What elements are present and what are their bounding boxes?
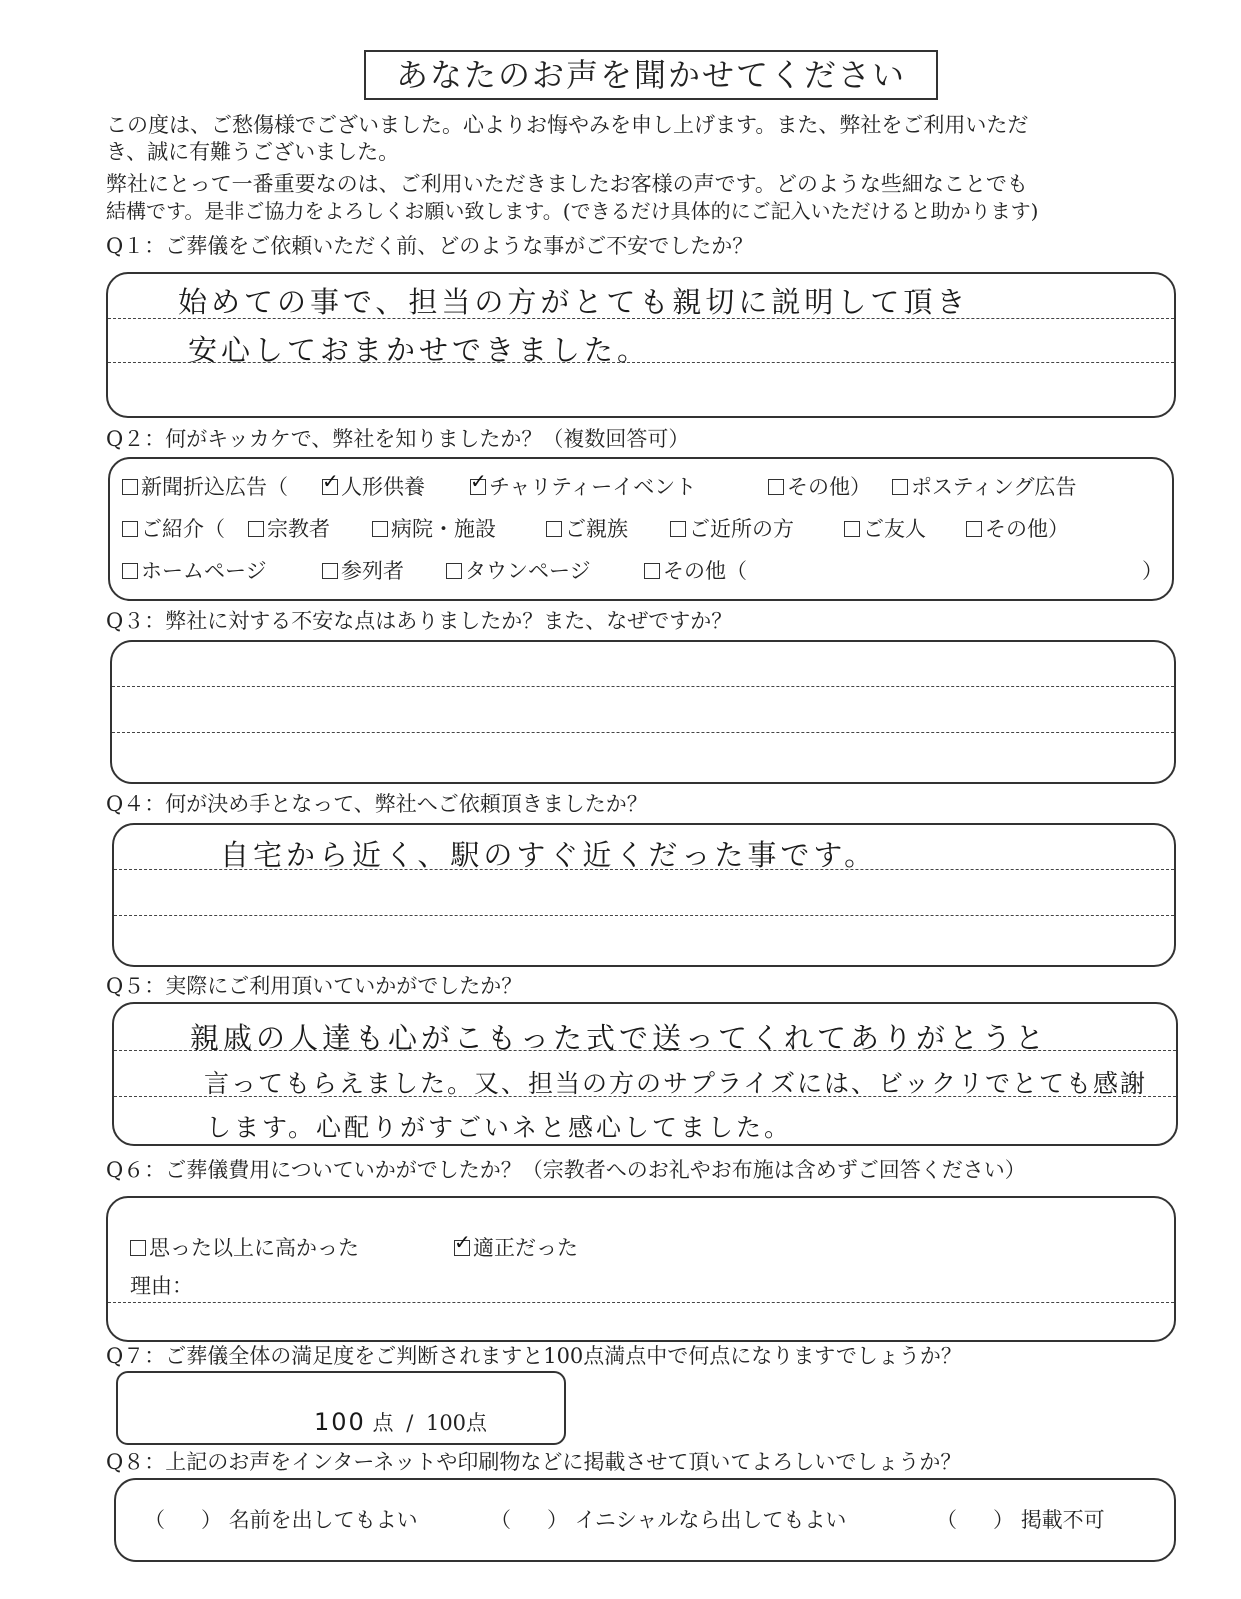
q3-answer-box[interactable] [110,640,1176,784]
checkbox-icon[interactable] [122,521,138,537]
q2-option-neighbors[interactable]: ご近所の方 [670,513,794,543]
q2-option-posting[interactable]: ポスティング広告 [892,471,1076,501]
q2-option-townpage[interactable]: タウンページ [446,555,591,585]
q2-option-religious[interactable]: 宗教者 [248,513,330,543]
checkbox-icon[interactable] [122,563,138,579]
checkbox-icon[interactable] [122,479,138,495]
checkbox-icon[interactable] [248,521,264,537]
q7-score-unit: 点 [372,1411,394,1435]
q2-option-referral[interactable]: ご紹介（ [122,513,225,543]
checkbox-icon[interactable] [446,563,462,579]
q5-answer-box[interactable] [112,1002,1178,1146]
q4-answer-box[interactable] [112,823,1176,967]
q7-question: Q７：ご葬儀全体の満足度をご判断されますと100点満点中で何点になりますでしょうか？ [106,1344,962,1368]
checkbox-icon[interactable] [670,521,686,537]
q1-answer-line-1: 始めての事で、担当の方がとても親切に説明して頂き [178,285,970,319]
q1-question: Q１：ご葬儀をご依頼いただく前、どのような事がご不安でしたか？ [106,234,754,258]
checkbox-checked-icon[interactable] [322,479,338,495]
checkbox-checked-icon[interactable] [470,479,486,495]
q2-option-relatives[interactable]: ご親族 [546,513,628,543]
intro-line-3: 弊社にとって一番重要なのは、ご利用いただきましたお客様の声です。どのような些細なことでも [106,172,1028,196]
q6-reason-label: 理由： [130,1274,193,1298]
intro-line-1: この度は、ご愁傷様でございました。心よりお悔やみを申し上げます。また、弊社をご利用いただ [106,113,1029,137]
q8-option-name-label: 名前を出してもよい [228,1508,418,1532]
q2-option-attendee[interactable]: 参列者 [322,555,404,585]
q4-question: Q４：何が決め手となって、弊社へご依頼頂きましたか？ [106,792,648,816]
checkbox-icon[interactable] [322,563,338,579]
checkbox-icon[interactable] [768,479,784,495]
checkbox-icon[interactable] [546,521,562,537]
q6-box [106,1196,1176,1342]
q2-option-doll-memorial[interactable]: ✓ 人形供養 [322,471,425,501]
q6-option-expensive[interactable]: 思った以上に高かった [130,1232,359,1262]
q8-options-box [114,1478,1176,1562]
checkbox-icon[interactable] [644,563,660,579]
checkbox-icon[interactable] [844,521,860,537]
checkbox-checked-icon[interactable] [454,1240,470,1256]
q2-options-box [108,457,1174,601]
checkbox-icon[interactable] [372,521,388,537]
q7-score-box[interactable]: 100 点 / 100点 [116,1371,566,1445]
q2-option-friends[interactable]: ご友人 [844,513,926,543]
q8-option-no-publish[interactable]: （ ） 掲載不可 [936,1508,1105,1532]
q7-score-max: 100点 [425,1411,488,1435]
q6-option-appropriate[interactable]: ✓ 適正だった [454,1232,578,1262]
q2-other-close-paren: ） [1142,559,1163,583]
q2-option-homepage[interactable]: ホームページ [122,555,267,585]
q5-answer-line-1: 親戚の人達も心がこもった式で送ってくれてありがとうと [190,1021,1049,1055]
q2-option-charity-event[interactable]: ✓ チャリティーイベント [470,471,696,501]
q1-answer-box[interactable] [106,272,1176,418]
q5-answer-line-2: 言ってもらえました。又、担当の方のサプライズには、ビックリでとても感謝 [204,1069,1148,1098]
q2-question: Q２：何がキッカケで、弊社を知りましたか？（複数回答可） [106,427,690,451]
q4-answer-line-1: 自宅から近く、駅のすぐ近くだった事です。 [220,838,878,872]
q8-option-initials-label: イニシャルなら出してもよい [574,1508,847,1532]
q8-option-no-publish-label: 掲載不可 [1020,1508,1105,1532]
checkbox-icon[interactable] [130,1240,146,1256]
q2-option-other-1[interactable]: その他） [768,471,871,501]
q8-option-initials[interactable]: （ ） イニシャルなら出してもよい [490,1508,847,1532]
q2-option-hospital[interactable]: 病院・施設 [372,513,496,543]
intro-line-2: き、誠に有難うございました。 [106,140,400,164]
q2-option-other-3[interactable]: その他（ [644,555,747,585]
checkbox-icon[interactable] [966,521,982,537]
q7-score-written: 100 [314,1408,366,1436]
q2-option-newspaper[interactable]: 新聞折込広告（ [122,471,288,501]
q2-option-other-2[interactable]: その他） [966,513,1069,543]
q8-question: Q８：上記のお声をインターネットや印刷物などに掲載させて頂いてよろしいでしょうか？ [106,1450,962,1474]
q5-answer-line-3: します。心配りがすごいネと感心してました。 [206,1113,793,1142]
q6-question: Q６：ご葬儀費用についていかがでしたか？（宗教者へのお礼やお布施は含めずご回答ください） [106,1158,1026,1182]
checkbox-icon[interactable] [892,479,908,495]
q8-option-name[interactable]: （ ） 名前を出してもよい [144,1508,418,1532]
page-title: あなたのお声を聞かせてください [364,50,938,100]
q3-question: Q３：弊社に対する不安な点はありましたか？また、なぜですか？ [106,609,733,633]
q1-answer-line-2: 安心しておまかせできました。 [188,333,651,367]
intro-line-4: 結構です。是非ご協力をよろしくお願い致します。(できるだけ具体的にご記入いただけると助かります) [106,199,1039,223]
q5-question: Q５：実際にご利用頂いていかがでしたか？ [106,974,523,998]
